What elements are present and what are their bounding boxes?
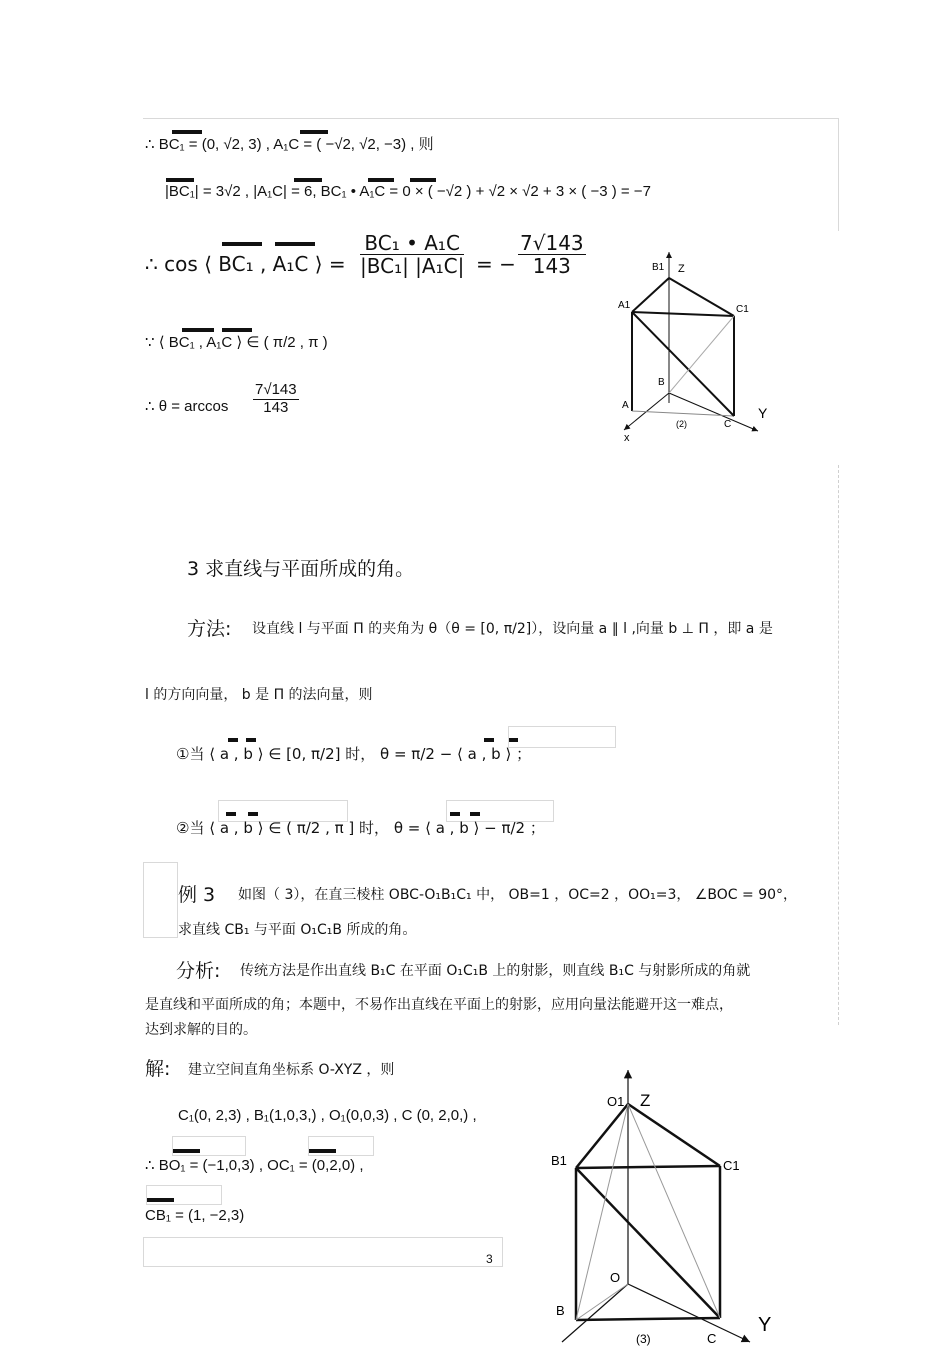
- fig2-label-B1: B1: [652, 262, 665, 273]
- vector-bar: [294, 178, 322, 182]
- solution-label: 解:: [145, 1058, 171, 1080]
- vector-bar: [275, 242, 315, 246]
- theta-arccos: ∴ θ = arccos: [145, 398, 229, 415]
- fig2-label-Z: Z: [678, 263, 685, 275]
- vector-bar: [410, 178, 436, 182]
- vector-bar: [222, 242, 262, 246]
- coordinates: C₁(0, 2,3) , B₁(1,0,3,) , O₁(0,0,3) , C (0, 2,0,) ,: [178, 1107, 477, 1124]
- fig3-label-C1: C1: [723, 1158, 740, 1173]
- fig3-label-Y: Y: [758, 1314, 772, 1336]
- case-2: ②当 ⟨ a , b ⟩ ∈ ( π/2 , π ] 时， θ = ⟨ a , b ⟩ − π/2 ；: [176, 819, 545, 837]
- fig2-caption: (2): [676, 419, 687, 429]
- section-heading: 3 求直线与平面所成的角。: [187, 558, 415, 580]
- scan-frame-example: [143, 862, 178, 938]
- method-label: 方法:: [187, 618, 232, 640]
- example-text: 如图（ 3），在直三棱柱 OBC-O₁B₁C₁ 中， OB=1 ，OC=2 ，OO₁=3， ∠BOC = 90°，: [238, 887, 798, 903]
- vector-bar: [246, 738, 256, 742]
- cos-left: ∴ cos ⟨ BC₁ , A₁C ⟩ =: [145, 252, 346, 276]
- fig2-label-B: B: [658, 377, 665, 388]
- cos-result-fraction: [518, 232, 586, 277]
- fig3-label-O1: O1: [607, 1094, 625, 1109]
- analysis-text: 传统方法是作出直线 B₁C 在平面 O₁C₁B 上的射影，则直线 B₁C 与射影所成的角就: [240, 963, 751, 979]
- fig2-label-A: A: [622, 400, 629, 411]
- arccos-den: 143: [263, 398, 289, 416]
- scan-frame-right-dashed: [838, 465, 839, 1025]
- cos-result-num: 7√143: [520, 231, 584, 255]
- fig2-label-C: C: [724, 419, 732, 430]
- scan-frame-vec2: [308, 1136, 374, 1156]
- scan-frame-bottom: [143, 1237, 503, 1267]
- vector-bar: [182, 328, 214, 332]
- solution-text: 建立空间直角坐标系 O-XYZ ，则: [188, 1062, 395, 1078]
- fig2-label-C1: C1: [736, 304, 749, 315]
- vector-bar: [228, 738, 238, 742]
- analysis-label: 分析:: [176, 960, 221, 982]
- fig2-label-X: x: [624, 432, 630, 444]
- method-text-2: l 的方向向量， b 是 Π 的法向量，则: [145, 687, 373, 703]
- vector-bar: [368, 178, 394, 182]
- example-label: 例 3: [178, 884, 216, 906]
- fig3-label-B1: B1: [551, 1153, 567, 1168]
- page-number: 3: [486, 1252, 493, 1266]
- example-text-2: 求直线 CB₁ 与平面 O₁C₁B 所成的角。: [178, 922, 417, 938]
- vector-cb1: CB₁ = (1, −2,3): [145, 1207, 245, 1224]
- fig2-label-A1: A1: [618, 300, 631, 311]
- cos-equals: = −: [476, 252, 516, 276]
- scan-frame-vec1: [172, 1136, 246, 1156]
- vector-bar: [484, 738, 494, 742]
- analysis-text-2: 是直线和平面所成的角；本题中，不易作出直线在平面上的射影，应用向量法能避开这一难点，: [145, 997, 733, 1013]
- case-1: ①当 ⟨ a , b ⟩ ∈ [0, π/2] 时， θ = π/2 − ⟨ a , b ⟩ ；: [176, 745, 532, 763]
- cos-fraction: [360, 232, 464, 277]
- line-magnitudes: |BC₁| = 3√2 , |A₁C| = 6, BC₁ • A₁C = 0 × ( −√2 ) + √2 × √2 + 3 × ( −3 ) = −7: [165, 183, 651, 200]
- figure-2-prism: [610, 248, 780, 448]
- fig3-label-O: O: [610, 1270, 621, 1285]
- vector-bar: [222, 328, 252, 332]
- fig3-caption: (3): [636, 1332, 651, 1346]
- line-angle-range: ∵ ⟨ BC₁ , A₁C ⟩ ∈ ( π/2 , π ): [145, 334, 328, 351]
- method-text: 设直线 l 与平面 Π 的夹角为 θ（θ = [0, π/2]），设向量 a ∥ l ,向量 b ⊥ Π ，即 a 是: [252, 621, 773, 637]
- analysis-text-3: 达到求解的目的。: [145, 1022, 257, 1038]
- vector-bar: [166, 178, 194, 182]
- cos-result-den: 143: [532, 254, 571, 278]
- figure-3-prism: [540, 1064, 780, 1346]
- scan-frame-vec3: [146, 1185, 222, 1205]
- fig3-label-B: B: [556, 1303, 565, 1318]
- vectors-bo1-oc1: ∴ BO₁ = (−1,0,3) , OC₁ = (0,2,0) ,: [145, 1157, 364, 1174]
- arccos-fraction: [253, 382, 299, 416]
- fig2-label-Y: Y: [758, 405, 768, 421]
- cos-denominator: |BC₁| |A₁C|: [360, 254, 465, 278]
- fig3-label-C: C: [707, 1331, 717, 1346]
- cos-numerator: BC₁ • A₁C: [360, 232, 464, 255]
- line-vectors-given: ∴ BC₁ = (0, √2, 3) , A₁C = ( −√2, √2, −3) , 则: [145, 136, 434, 153]
- arccos-num: 7√143: [255, 381, 297, 398]
- fig3-label-Z: Z: [640, 1091, 651, 1110]
